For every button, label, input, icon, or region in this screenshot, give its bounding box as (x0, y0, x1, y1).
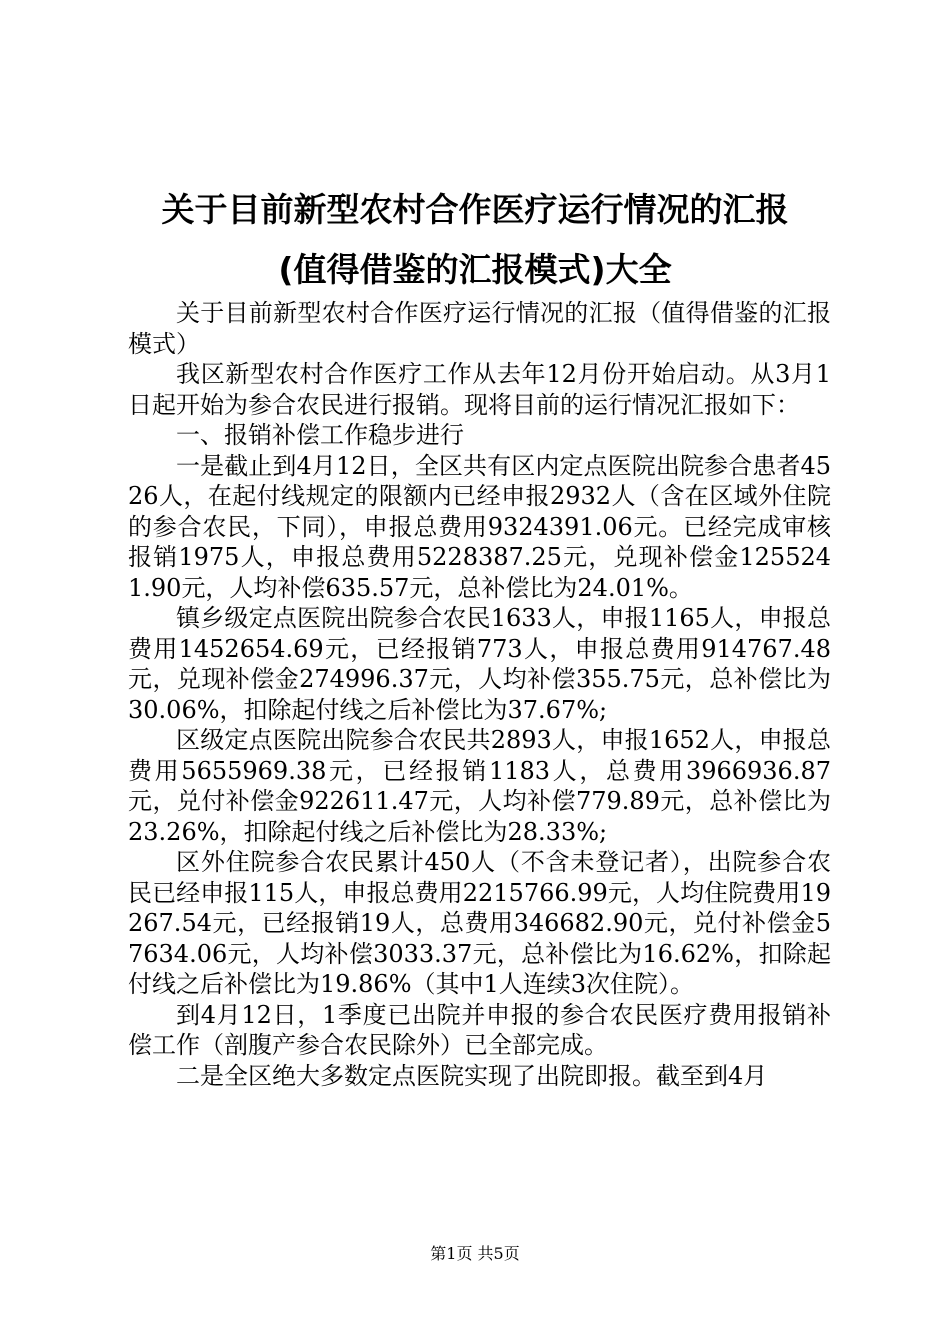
paragraph-q1-completion: 到4月12日，1季度已出院并申报的参合农民医疗费用报销补偿工作（剖腹产参合农民除外）已全部完成。 (128, 1000, 831, 1059)
document-body (128, 298, 831, 1091)
paragraph-overall-stats: 一是截止到4月12日，全区共有区内定点医院出院参合患者4526人，在起付线规定的限额内已经申报2932人（含在区域外住院的参合农民，下同），申报总费用9324391.06元。已经完成审核报销1975人，申报总费用5228387.25元，兑现补偿金1255241.90元，人均补偿635.57元，总补偿比为24.01%。 (128, 451, 831, 602)
paragraph-instant-reimbursement: 二是全区绝大多数定点医院实现了出院即报。截至到4月 (176, 1061, 768, 1090)
page-number-footer: 第1页 共5页 (430, 1244, 520, 1263)
document-title-line-2: (值得借鉴的汇报模式)大全 (278, 250, 672, 289)
document-title-line-1: 关于目前新型农村合作医疗运行情况的汇报 (161, 190, 789, 229)
section-heading-reimbursement: 一、报销补偿工作稳步进行 (176, 421, 464, 449)
paragraph-report-heading: 关于目前新型农村合作医疗运行情况的汇报（值得借鉴的汇报模式） (128, 299, 831, 358)
paragraph-intro: 我区新型农村合作医疗工作从去年12月份开始启动。从3月1日起开始为参合农民进行报销。现将目前的运行情况汇报如下： (128, 360, 831, 419)
paragraph-township-stats: 镇乡级定点医院出院参合农民1633人，申报1165人，申报总费用1452654.69元，已经报销773人，申报总费用914767.48元，兑现补偿金274996.37元，人均补偿355.75元，总补偿比为30.06%，扣除起付线之后补偿比为37.67%; (128, 604, 831, 724)
paragraph-district-stats: 区级定点医院出院参合农民共2893人，申报1652人，申报总费用5655969.38元，已经报销1183人，总费用3966936.87元，兑付补偿金922611.47元，人均补偿779.89元，总补偿比为23.26%，扣除起付线之后补偿比为28.33%; (128, 726, 831, 846)
paragraph-outside-stats: 区外住院参合农民累计450人（不含未登记者），出院参合农民已经申报115人，申报总费用2215766.99元，人均住院费用19267.54元，已经报销19人，总费用346682.90元，兑付补偿金57634.06元，人均补偿3033.37元，总补偿比为16.62%，扣除起付线之后补偿比为19.86%（其中1人连续3次住院）。 (128, 848, 831, 998)
